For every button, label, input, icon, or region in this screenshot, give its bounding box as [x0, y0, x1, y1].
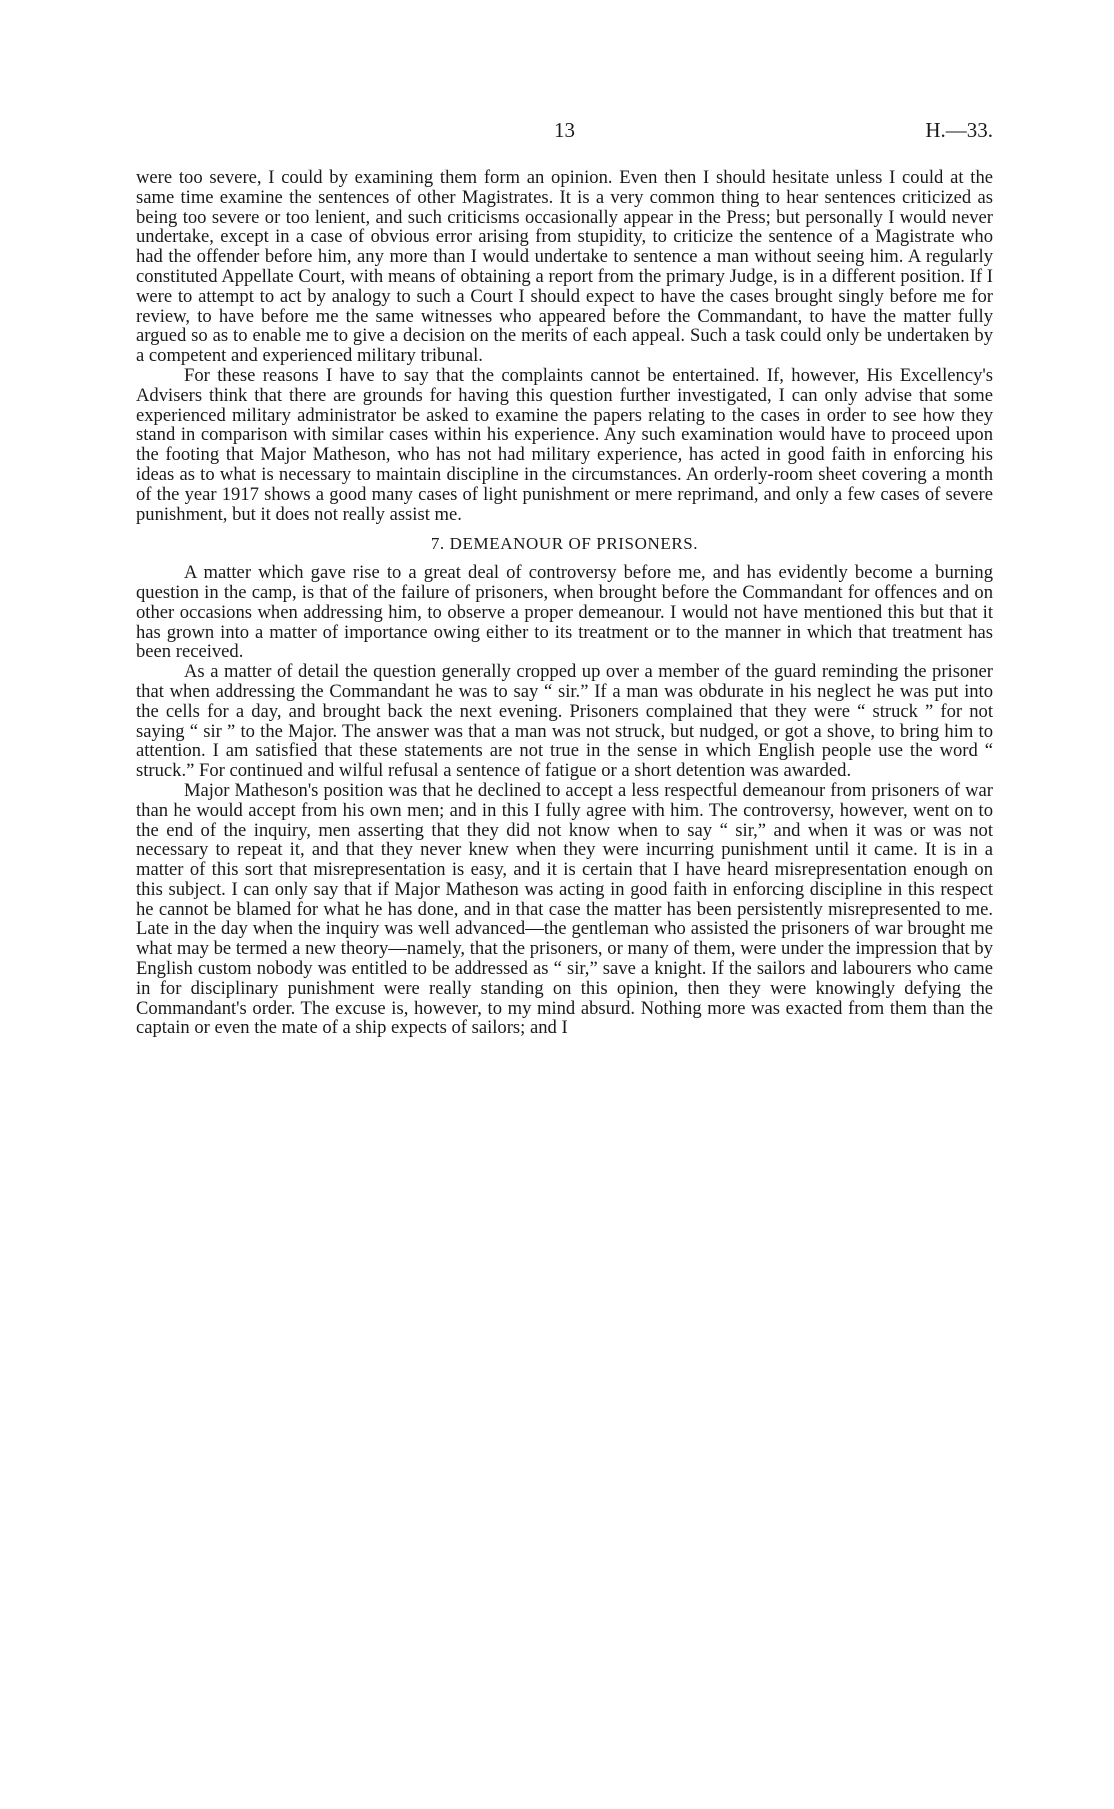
- paragraph: Major Matheson's position was that he declined to accept a less respectful demeanour from prisoners of war than he would accept from his own men; and in this I fully agree with him. The controversy, however, went on to the end of the inquiry, men asserting that they did not know when to say “ sir,” and when it was or was not necessary to repeat it, and that they never knew when they were incurring punishment until it came. It is in a matter of this sort that misrepresentation is easy, and it is certain that I have heard misrepresentation enough on this subject. I can only say that if Major Matheson was acting in good faith in enforcing discipline in this respect he cannot be blamed for what he has done, and in that case the matter has been persistently misrepresented to me. Late in the day when the inquiry was well advanced—the gentleman who assisted the prisoners of war brought me what may be termed a new theory—namely, that the prisoners, or many of them, were under the impression that by English custom nobody was entitled to be addressed as “ sir,” save a knight. If the sailors and labourers who came in for disciplinary punishment were really standing on this opinion, then they were knowingly defying the Commandant's order. The excuse is, however, to my mind absurd. Nothing more was exacted from them than the captain or even the mate of a ship expects of sailors; and I: [136, 779, 993, 1039]
- paragraph: For these reasons I have to say that the complaints cannot be entertained. If, however, His Excellency's Advisers think that there are grounds for having this question further investigated, I can only advise that some experienced military administrator be asked to examine the papers relating to the cases in order to see how they stand in comparison with similar cases within his experience. Any such examination would have to proceed upon the footing that Major Matheson, who has not had military experience, has acted in good faith in enforcing his ideas as to what is necessary to maintain discipline in the circumstances. An orderly-room sheet covering a month of the year 1917 shows a good many cases of light punishment or mere reprimand, and only a few cases of severe punishment, but it does not really assist me.: [136, 364, 993, 525]
- section-heading: 7. DEMEANOUR OF PRISONERS.: [430, 534, 699, 554]
- paragraph: A matter which gave rise to a great deal of controversy before me, and has evidently become a burning question in the camp, is that of the failure of prisoners, when brought before the Commandant for offences and on other occasions when addressing him, to observe a proper demeanour. I would not have mentioned this but that it has grown into a matter of importance owing either to its treatment or to the manner in which that treatment has been received.: [136, 562, 993, 663]
- document-body: [136, 168, 993, 1038]
- paragraph: As a matter of detail the question generally cropped up over a member of the guard reminding the prisoner that when addressing the Commandant he was to say “ sir.” If a man was obdurate in his neglect he was put into the cells for a day, and brought back the next evening. Prisoners complained that they were “ struck ” for not saying “ sir ” to the Major. The answer was that a man was not struck, but nudged, or got a shove, to bring him to attention. I am satisfied that these statements are not true in the sense in which English people use the word “ struck.” For continued and wilful refusal a sentence of fatigue or a short detention was awarded.: [136, 661, 993, 782]
- document-reference: H.—33.: [925, 118, 993, 142]
- paragraph-continued: were too severe, I could by examining them form an opinion. Even then I should hesitate unless I could at the same time examine the sentences of other Magistrates. It is a very common thing to hear sentences criticized as being too severe or too lenient, and such criticisms occasionally appear in the Press; but personally I would never undertake, except in a case of obvious error arising from stupidity, to criticize the sentence of a Magistrate who had the offender before him, any more than I would undertake to sentence a man without seeing him. A regularly constituted Appellate Court, with means of obtaining a report from the primary Judge, is in a different position. If I were to attempt to act by analogy to such a Court I should expect to have the cases brought singly before me for review, to have before me the same witnesses who appeared before the Commandant, to have the matter fully argued so as to enable me to give a decision on the merits of each appeal. Such a task could only be undertaken by a competent and experienced military tribunal.: [136, 167, 993, 367]
- page-number: 13: [554, 118, 575, 142]
- page-header: [136, 118, 993, 148]
